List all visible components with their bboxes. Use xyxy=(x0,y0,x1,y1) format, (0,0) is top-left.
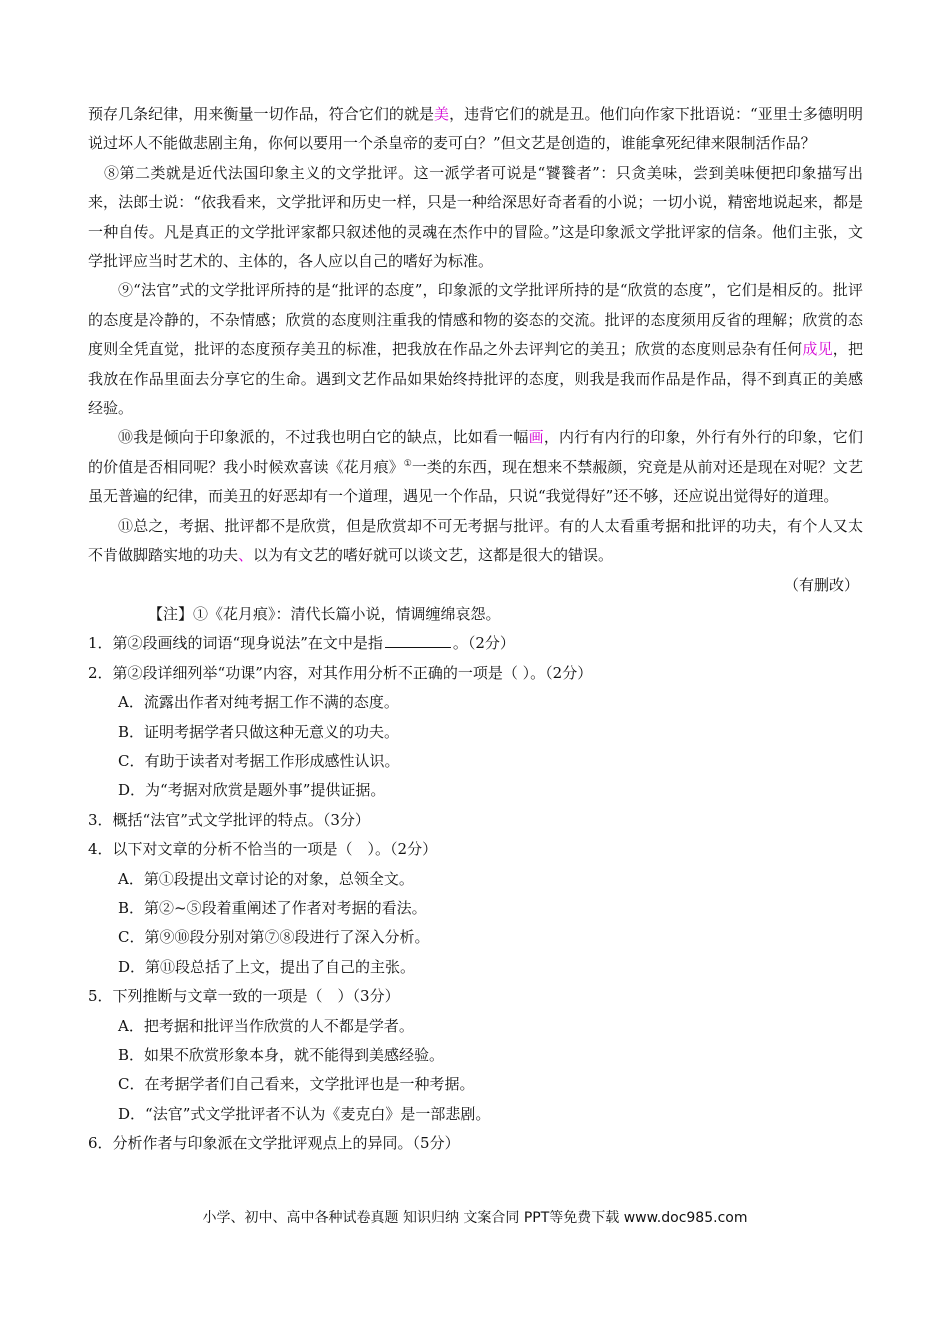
question-4: 4．以下对文章的分析不恰当的一项是（ ）。（2分） xyxy=(88,840,438,859)
text: ⑪总之，考据、批评都不是欣赏，但是欣赏却不可无考据与批评。有的人太看重考据和批评的功夫，有个人又太不肯做脚踏实地的功夫 xyxy=(88,516,863,565)
document-body xyxy=(88,100,863,1159)
paragraph-11 xyxy=(88,512,863,571)
option-5d: D．“法官”式文学批评者不认为《麦克白》是一部悲剧。 xyxy=(118,1104,491,1123)
answer-blank[interactable] xyxy=(385,633,451,648)
text: 预存几条纪律，用来衡量一切作品，符合它们的就是 xyxy=(88,105,435,123)
option-4c: C．第⑨⑩段分别对第⑦⑧段进行了深入分析。 xyxy=(118,928,430,947)
question-2: 2．第②段详细列举“功课”内容，对其作用分析不正确的一项是（ ）。（2分） xyxy=(88,663,593,682)
option-5a: A．把考据和批评当作欣赏的人不都是学者。 xyxy=(118,1016,414,1035)
option-2b: B．证明考据学者只做这种无意义的功夫。 xyxy=(118,722,400,741)
highlighted-word: 画 xyxy=(528,428,544,447)
text: 一类的东西，现在想来不禁赧颜，究竟是从前对还是现在对呢？文艺虽无普遍的纪律，而美丑的好恶却有一个道理，遇见一个作品，只说“我觉得好”还不够，还应说出觉得好的道理。 xyxy=(88,457,863,506)
text: ⑨“法官”式的文学批评所持的是“批评的态度”，印象派的文学批评所持的是“欣赏的态度”，它们是相反的。批评的态度是冷静的，不杂情感；欣赏的态度则注重我的情感和物的姿态的交流。批评的态度须用反省的理解；欣赏的态度则全凭直觉，批评的态度预存美丑的标准，把我放在作品之外去评判它的美丑；欣赏的态度则忌杂有任何 xyxy=(88,281,863,359)
highlighted-mark: 、 xyxy=(238,546,254,565)
footnote: 【注】①《花月痕》：清代长篇小说，情调缠绵哀怨。 xyxy=(148,604,501,623)
source-note: （有删改） xyxy=(783,575,859,594)
paragraph-7-continuation xyxy=(88,100,863,159)
question-5: 5．下列推断与文章一致的一项是（ ）（3分） xyxy=(88,987,400,1006)
question-3: 3．概括“法官”式文学批评的特点。（3分） xyxy=(88,810,370,829)
paragraph-9 xyxy=(88,276,863,423)
option-2d: D．为“考据对欣赏是题外事”提供证据。 xyxy=(118,781,386,800)
option-2a: A．流露出作者对纯考据工作不满的态度。 xyxy=(118,693,399,712)
paragraph-8: ⑧第二类就是近代法国印象主义的文学批评。这一派学者可说是“饕餮者”：只贪美味，尝到美味便把印象描写出来，法郎士说：“依我看来，文学批评和历史一样，只是一种给深思好奇者看的小说；一切小说，精密地说起来，都是一种自传。凡是真正的文学批评家都只叙述他的灵魂在杰作中的冒险。”这是印象派文学批评家的信条。他们主张，文学批评应当时艺术的、主体的，各人应以自己的嗜好为标准。 xyxy=(88,163,863,271)
question-score: 。（2分） xyxy=(452,634,515,653)
text: ，把我放在作品里面去分享它的生命。遇到文艺作品如果始终持批评的态度，则我是我而作品是作品，得不到真正的美感经验。 xyxy=(88,340,863,418)
option-4d: D．第⑪段总括了上文，提出了自己的主张。 xyxy=(118,957,416,976)
question-text: 1．第②段画线的词语“现身说法”在文中是指 xyxy=(88,634,383,653)
page-footer: 小学、初中、高中各种试卷真题 知识归纳 文案合同 PPT等免费下载 www.doc985.com xyxy=(202,1210,748,1226)
text: ，内行有内行的印象，外行有外行的印象，它们的价值是否相同呢？我小时候欢喜读《花月痕》 xyxy=(88,428,863,476)
option-5b: B．如果不欣赏形象本身，就不能得到美感经验。 xyxy=(118,1046,445,1064)
option-2c: C．有助于读者对考据工作形成感性认识。 xyxy=(118,751,400,770)
question-6: 6．分析作者与印象派在文学批评观点上的异同。（5分） xyxy=(88,1134,460,1153)
highlighted-word: 美 xyxy=(434,105,450,123)
option-4a: A．第①段提出文章讨论的对象，总领全文。 xyxy=(118,869,414,888)
text: ⑩我是倾向于印象派的，不过我也明白它的缺点，比如看一幅 xyxy=(118,428,529,447)
text: ，违背它们的就是丑。他们向作家下批语说：“亚里士多德明明说过坏人不能做悲剧主角，你何以要用一个杀皇帝的麦可白？”但文艺是创造的，谁能拿死纪律来限制活作品？ xyxy=(88,105,863,153)
paragraph-10 xyxy=(88,423,863,511)
footnote-marker: ① xyxy=(403,458,412,469)
highlighted-word: 成见 xyxy=(802,340,833,359)
question-1 xyxy=(88,629,863,658)
option-5c: C．在考据学者们自己看来，文学批评也是一种考据。 xyxy=(118,1075,475,1094)
option-4b: B．第②~⑤段着重阐述了作者对考据的看法。 xyxy=(118,898,427,917)
text: 以为有文艺的嗜好就可以谈文艺，这都是很大的错误。 xyxy=(253,546,614,565)
